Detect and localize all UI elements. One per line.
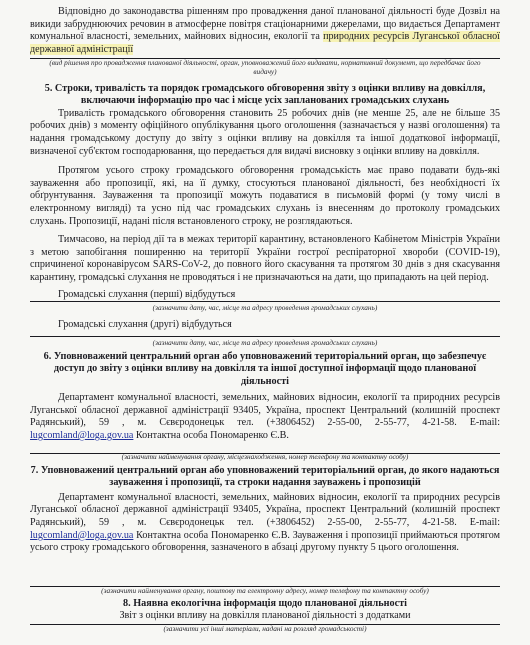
intro-paragraph xyxy=(30,6,500,56)
section-6-paragraph xyxy=(30,392,500,442)
caption-org-6: (зазначити найменування органу, місцезнаходження, номер телефону та контактну особу) xyxy=(121,452,409,461)
caption-org-7: (зазначити найменування органу, поштову та електронну адресу, номер телефону та контактну особу) xyxy=(101,586,429,595)
intro-text-part1: Відповідно до законодавства рішенням про провадження даної планованої діяльності буде Дозвіл на викиди забруднюючих речовин в атмосферне повітря стаціонарними джерелами, що видається Департамент комунальної власності, земельних, майнових відносин, екології та xyxy=(30,6,500,43)
section-5-paragraph-3: Тимчасово, на період дії та в межах території карантину, встановленого Кабінетом Міністрів України з метою запобігання поширенню на території України гострої респіраторної хвороби (COVID-19), спричиненої коронавірусом SARS-CoV-2, до повного його скасування та протягом 30 днів з дня скасування карантину, громадські слухання не проводяться і не призначаються на дати, що припадають на цей період. xyxy=(30,234,500,283)
section-7-text-end: Контактна особа Пономаренко Є.В. Зауваження і пропозиції приймаються протягом усього строку громадського обговорення, зазначеного в абзаці другому пункту 5 цього оголошення. xyxy=(30,529,500,554)
section-7 xyxy=(30,465,500,555)
section-5-paragraph-1: Тривалість громадського обговорення становить 25 робочих днів (не менше 25, але не більше 35 робочих днів) з моменту офіційного опублікування цього оголошення (зазначається у назві оголошення) та надання громадському доступу до звіту з оцінки впливу на довкілля та іншої додаткової інформації, визначеної суб'єктом господарювання, що передається для видачі висновку з оцінки впливу на довкілля. xyxy=(30,107,500,157)
section-8-heading: 8. Наявна екологічна інформація щодо планованої діяльності xyxy=(123,598,407,609)
caption-hearing-1: (зазначити дату, час, місце та адресу проведення громадських слухань) xyxy=(152,303,378,312)
section-6-text: Департамент комунальної власності, земельних, майнових відносин, екології та природних ресурсів Луганської обласної державної адміністрації 93405, Україна, проспект Центральний (колишній проспект Радянський), 59 , м. Сєвєродонецьк тел. (+3806452) 2-55-00, 2-55-77, 4-21-58. E-mail: xyxy=(30,392,500,429)
section-7-paragraph xyxy=(30,492,500,555)
caption-materials: (зазначити усі інші матеріали, надані на розгляд громадськості) xyxy=(163,624,367,633)
section-8-content: Звіт з оцінки впливу на довкілля планованої діяльності з додатками xyxy=(119,610,411,622)
section-6-text-end: Контактна особа Пономаренко Є.В. xyxy=(133,430,289,441)
divider-line xyxy=(30,301,500,302)
section-5-heading: 5. Строки, тривалість та порядок громадського обговорення звіту з оцінки впливу на довкілля, включаючи інформацію про час і місце усіх запланованих громадських слухань xyxy=(44,83,486,107)
section-7-text: Департамент комунальної власності, земельних, майнових відносин, екології та природних ресурсів Луганської обласної державної адміністрації 93405, Україна, проспект Центральний (колишній проспект Радянський), 59 , м. Сєвєродонецьк тел. (+3806452) 2-55-00, 2-55-77, 4-21-58. E-mail: xyxy=(30,491,500,528)
section-6 xyxy=(30,351,500,443)
hearings-second: Громадські слухання (другі) відбудуться xyxy=(58,319,232,330)
caption-decision-type: (вид рішення про провадження планованої діяльності, орган, уповноважений його видавати, нормативний документ, що передбачає його видачу) xyxy=(49,58,481,76)
hearings-first: Громадські слухання (перші) відбудуться xyxy=(58,288,236,300)
section-7-heading: 7. Уповноважений центральний орган або уповноважений територіальний орган, до якого надаються зауваження і пропозиції, та строки надання зауважень і пропозицій xyxy=(30,465,500,489)
email-link[interactable]: lugcomland@loga.gov.ua xyxy=(30,529,134,541)
section-5 xyxy=(30,83,500,301)
intro-block xyxy=(30,6,500,56)
divider-line xyxy=(30,336,500,337)
hearings-second-block xyxy=(30,319,500,332)
caption-hearing-2: (зазначити дату, час, місце та адресу проведення громадських слухань) xyxy=(152,338,378,347)
intro-highlight: природних ресурсів Луганської обласної державної адміністрації xyxy=(30,31,500,55)
section-6-heading: 6. Уповноважений центральний орган або уповноважений територіальний орган, що забезпечує доступ до звіту з оцінки впливу на довкілля та іншої доступної інформації щодо планованої діяльності xyxy=(43,351,487,387)
email-link[interactable]: lugcomland@loga.gov.ua xyxy=(30,430,134,441)
section-8 xyxy=(30,598,500,623)
section-5-paragraph-2: Протягом усього строку громадського обговорення громадськість має право подавати будь-які зауваження або пропозиції, які, на її думку, стосуються планованої діяльності, без необхідності їх обґрунтування. Зауваження та пропозиції можуть подаватися в письмовій формі (у тому числі в електронному вигляді) та усно під час громадських слухань із внесенням до протоколу громадських слухань. Пропозиції, надані після встановленого строку, не розглядаються. xyxy=(30,165,500,227)
